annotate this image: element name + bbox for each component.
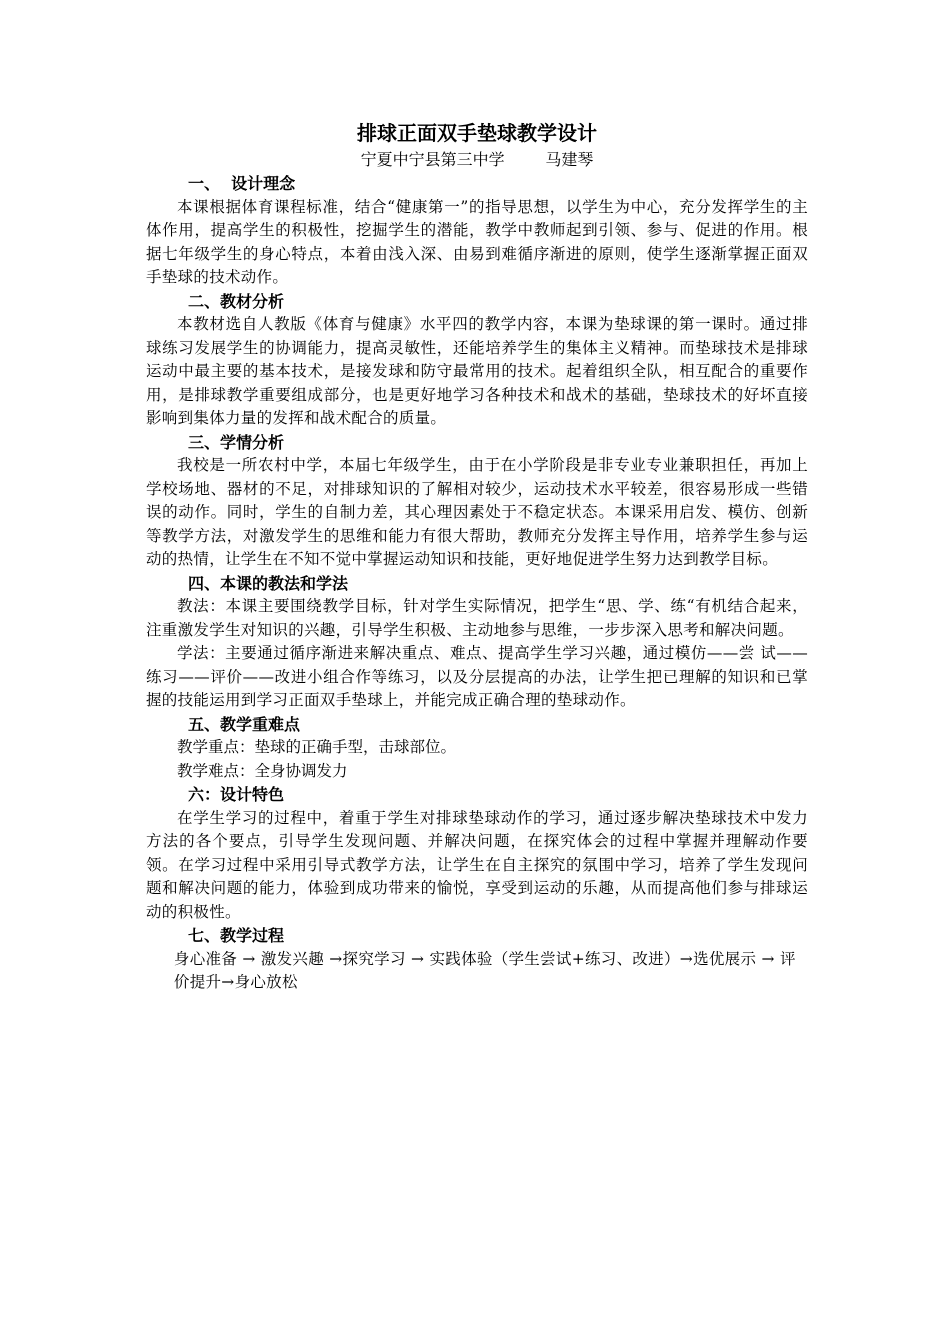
- section-heading-teaching-process: 七、教学过程: [188, 926, 285, 945]
- teaching-process-flow: 身心准备 → 激发兴趣 →探究学习 → 实践体验（学生尝试+练习、改进）→选优展示 → 评价提升→身心放松: [173, 949, 796, 991]
- document-content: [146, 118, 808, 995]
- section-heading-material-analysis: 二、教材分析: [188, 291, 285, 311]
- key-point-line: 教学重点：垫球的正确手型，击球部位。: [177, 738, 457, 756]
- section-heading-design-features: 六：设计特色: [188, 785, 285, 804]
- section-heading-teaching-methods: 四、本课的教法和学法: [188, 573, 349, 593]
- section-paragraph: 本教材选自人教版《体育与健康》水平四的教学内容，本课为垫球课的第一课时。通过排球练习发展学生的协调能力，提高灵敏性，还能培养学生的集体主义精神。而垫球技术是排球运动中最主要的基本技术，是接发球和防守最常用的技术。起着组织全队，相互配合的重要作用，是排球教学重要组成部分，也是更好地学习各种技术和战术的基础，垫球技术的好坏直接影响到集体力量的发挥和战术配合的质量。: [146, 315, 808, 427]
- section-paragraph: 在学生学习的过程中，着重于学生对排球垫球动作的学习，通过逐步解决垫球技术中发力方法的各个要点，引导学生发现问题、并解决问题，在探究体会的过程中掌握并理解动作要领。在学习过程中采用引导式教学方法，让学生在自主探究的氛围中学习，培养了学生发现问题和解决问题的能力，体验到成功带来的愉悦，享受到运动的乐趣，从而提高他们参与排球运动的积极性。: [146, 808, 808, 921]
- document-title: 排球正面双手垫球教学设计: [357, 121, 597, 145]
- section-paragraph: 我校是一所农村中学，本届七年级学生，由于在小学阶段是非专业专业兼职担任，再加上学校场地、器材的不足，对排球知识的了解相对较少，运动技术水平较差，很容易形成一些错误的动作。同时，学生的自制力差，其心理因素处于不稳定状态。本课采用启发、模仿、创新等教学方法，对激发学生的思维和能力有很大帮助，教师充分发挥主导作用，培养学生参与运动的热情，让学生在不知不觉中掌握运动知识和技能，更好地促进学生努力达到教学目标。: [146, 456, 808, 568]
- section-heading-key-difficult-points: 五、教学重难点: [188, 714, 301, 734]
- difficult-point-line: 教学难点：全身协调发力: [177, 761, 348, 780]
- section-heading-student-analysis: 三、学情分析: [188, 432, 285, 452]
- section-paragraph: 教法：本课主要围绕教学目标，针对学生实际情况，把学生“思、学、练“有机结合起来，注重激发学生对知识的兴趣，引导学生积极、主动地参与思维，一步步深入思考和解决问题。: [146, 597, 808, 639]
- section-paragraph: 本课根据体育课程标准，结合“健康第一”的指导思想，以学生为中心，充分发挥学生的主体作用，提高学生的积极性，挖掘学生的潜能，教学中教师起到引领、参与、促进的作用。根据七年级学生的身心特点，本着由浅入深、由易到难循序渐进的原则，使学生逐渐掌握正面双手垫球的技术动作。: [146, 197, 808, 286]
- section-paragraph: 学法：主要通过循序渐进来解决重点、难点、提高学生学习兴趣，通过模仿——尝 试——练习——评价——改进小组合作等练习，以及分层提高的办法，让学生把已理解的知识和已掌握的技能运用到学习正面双手垫球上，并能完成正确合理的垫球动作。: [146, 644, 808, 709]
- section-heading-design-concept: 一、 设计理念: [188, 174, 296, 193]
- document-author: 宁夏中宁县第三中学 马建琴: [360, 150, 594, 169]
